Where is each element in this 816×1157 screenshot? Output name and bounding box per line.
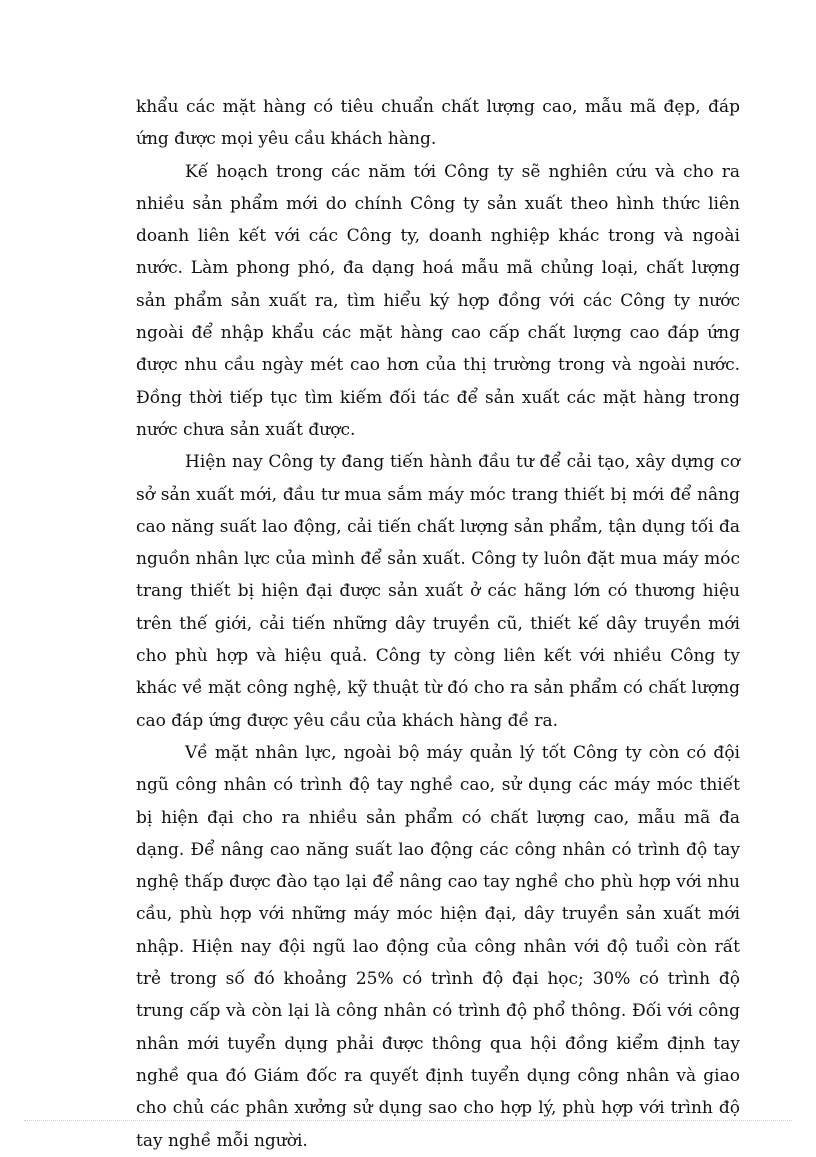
paragraph-future-plan: Kế hoạch trong các năm tới Công ty sẽ nghiên cứu và cho ra nhiều sản phẩm mới do chính Công ty sản xuất theo hình thức liên doanh liên kết với các Công ty, doanh nghiệp khác trong và ngoài nước. Làm phong phó, đa dạng hoá mẫu mã chủng loại, chất lượng sản phẩm sản xuất ra, tìm hiểu ký hợp đồng với các Công ty nước ngoài để nhập khẩu các mặt hàng cao cấp chất lượng cao đáp ứng được nhu cầu ngày mét cao hơn của thị trường trong và ngoài nước. Đồng thời tiếp tục tìm kiếm đối tác để sản xuất các mặt hàng trong nước chưa sản xuất được.	[136, 161, 740, 440]
paragraph-investment: Hiện nay Công ty đang tiến hành đầu tư để cải tạo, xây dựng cơ sở sản xuất mới, đầu tư mua sắm máy móc trang thiết bị mới để nâng cao năng suất lao động, cải tiến chất lượng sản phẩm, tận dụng tối đa nguồn nhân lực của mình để sản xuất. Công ty luôn đặt mua máy móc trang thiết bị hiện đại được sản xuất ở các hãng lớn có thương hiệu trên thế giới, cải tiến những dây truyền cũ, thiết kế dây truyền mới cho phù hợp và hiệu quả. Công ty còng liên kết với nhiều Công ty khác về mặt công nghệ, kỹ thuật từ đó cho ra sản phẩm có chất lượng cao đáp ứng được yêu cầu của khách hàng đề ra.	[136, 452, 740, 731]
paragraph-continuation: khẩu các mặt hàng có tiêu chuẩn chất lượng cao, mẫu mã đẹp, đáp ứng được mọi yêu cầu khách hàng.	[136, 97, 740, 150]
body-text	[136, 91, 740, 1157]
paragraph-human-resources: Về mặt nhân lực, ngoài bộ máy quản lý tốt Công ty còn có đội ngũ công nhân có trình độ tay nghề cao, sử dụng các máy móc thiết bị hiện đại cho ra nhiều sản phẩm có chất lượng cao, mẫu mã đa dạng. Để nâng cao năng suất lao động các công nhân có trình độ tay nghệ thấp được đào tạo lại để nâng cao tay nghề cho phù hợp với nhu cầu, phù hợp với những máy móc hiện đại, dây truyền sản xuất mới nhập. Hiện nay đội ngũ lao động của công nhân với độ tuổi còn rất trẻ trong số đó khoảng 25% có trình độ đại học; 30% có trình độ trung cấp và còn lại là công nhân có trình độ phổ thông. Đối với công nhân mới tuyển dụng phải được thông qua hội đồng kiểm định tay nghề qua đó Giám đốc ra quyết định tuyển dụng công nhân và giao cho chủ các phân xưởng sử dụng sao cho hợp lý, phù hợp với trình độ tay nghề mỗi người.	[136, 742, 740, 1151]
page-bottom-divider	[24, 1120, 792, 1121]
